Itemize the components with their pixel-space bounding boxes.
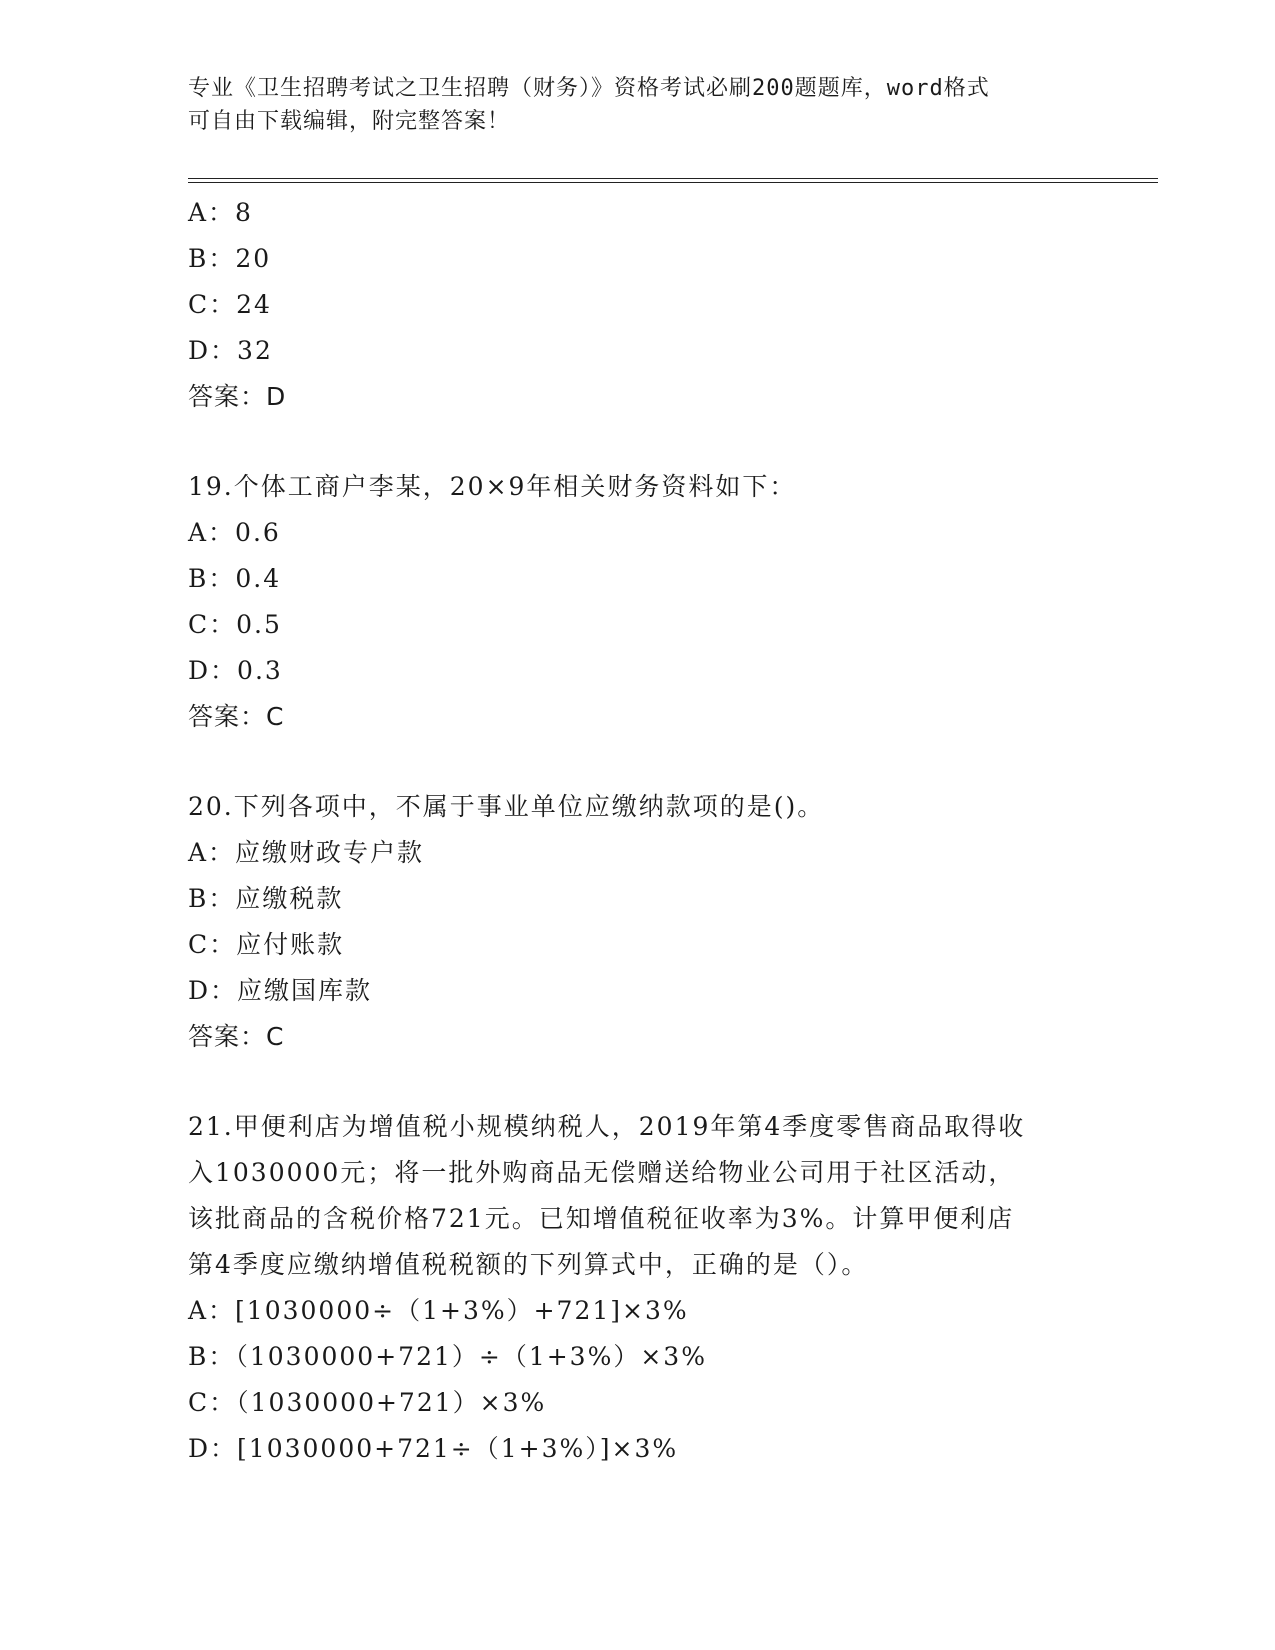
option-d: D：应缴国库款 (188, 976, 373, 1005)
question-stem-line-4: 第4季度应缴纳增值税税额的下列算式中，正确的是（）。 (188, 1250, 869, 1279)
option-c: C：24 (188, 290, 272, 319)
question-20 (188, 784, 1088, 1060)
document-header (188, 72, 1088, 138)
option-a: A：[1030000÷（1+3%）+721]×3% (188, 1296, 689, 1325)
question-stem: 20.下列各项中，不属于事业单位应缴纳款项的是()。 (188, 792, 825, 821)
option-d: D：32 (188, 336, 273, 365)
option-b: B：0.4 (188, 564, 282, 593)
question-list (188, 190, 1088, 1472)
option-d: D：[1030000+721÷（1+3%）]×3% (188, 1434, 679, 1463)
option-b: B：20 (188, 244, 272, 273)
option-d: D：0.3 (188, 656, 283, 685)
question-18 (188, 190, 1088, 420)
header-divider (188, 178, 1158, 183)
question-stem: 19.个体工商户李某，20×9年相关财务资料如下： (188, 472, 797, 501)
option-b: B：应缴税款 (188, 884, 344, 913)
header-line-1: 专业《卫生招聘考试之卫生招聘（财务）》资格考试必刷200题题库，word格式 (188, 76, 990, 101)
answer: 答案：C (188, 1022, 285, 1051)
option-a: A：8 (188, 198, 253, 227)
question-stem-line-2: 入1030000元；将一批外购商品无偿赠送给物业公司用于社区活动， (188, 1158, 1016, 1187)
header-line-2: 可自由下载编辑，附完整答案！ (188, 109, 511, 134)
question-stem-line-3: 该批商品的含税价格721元。已知增值税征收率为3%。计算甲便利店 (188, 1204, 1015, 1233)
answer: 答案：D (188, 382, 287, 411)
answer: 答案：C (188, 702, 285, 731)
option-a: A：0.6 (188, 518, 281, 547)
option-b: B：（1030000+721）÷（1+3%）×3% (188, 1342, 707, 1371)
question-21 (188, 1104, 1088, 1472)
option-c: C：（1030000+721）×3% (188, 1388, 547, 1417)
option-c: C：0.5 (188, 610, 282, 639)
option-a: A：应缴财政专户款 (188, 838, 425, 867)
question-stem-line-1: 21.甲便利店为增值税小规模纳税人，2019年第4季度零售商品取得收 (188, 1112, 1026, 1141)
option-c: C：应付账款 (188, 930, 345, 959)
question-19 (188, 464, 1088, 740)
